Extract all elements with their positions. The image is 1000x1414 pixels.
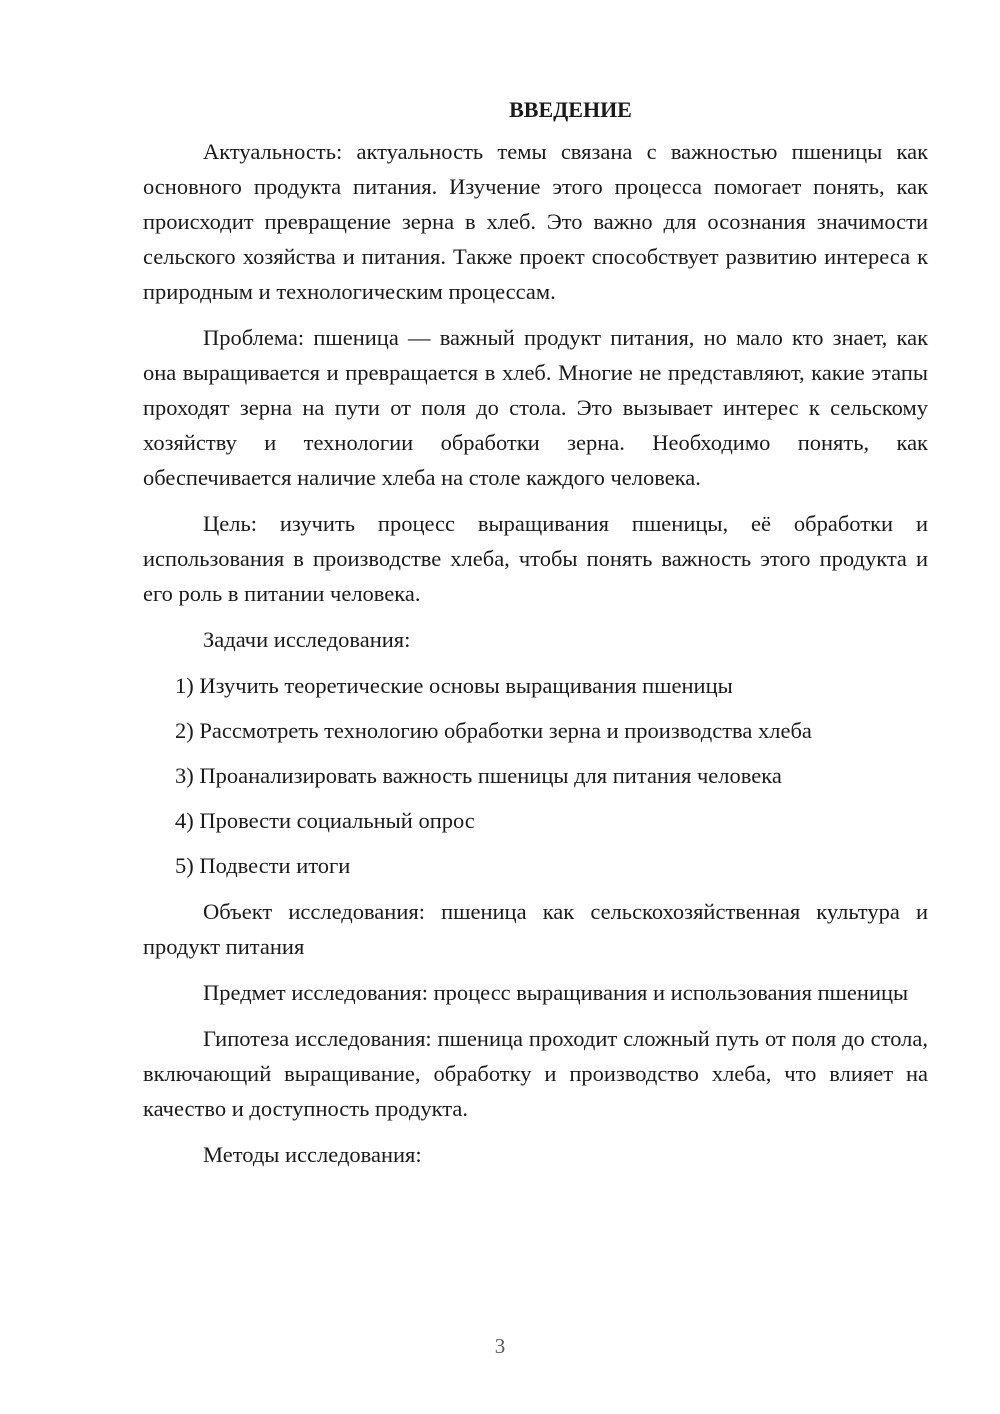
paragraph-problem: Проблема: пшеница — важный продукт питания, но мало кто знает, как она выращивается и превращается в хлеб. Многие не представляют, какие этапы проходят зерна на пути от поля до стола. Это вызывает интерес к сельскому хозяйству и технологии обработки зерна. Необходимо понять, как обеспечивается наличие хлеба на столе каждого человека. xyxy=(143,325,928,490)
paragraph-object: Объект исследования: пшеница как сельскохозяйственная культура и продукт питания xyxy=(143,899,928,959)
list-item: 3) Проанализировать важность пшеницы для питания человека xyxy=(175,763,782,788)
paragraph-relevance: Актуальность: актуальность темы связана с важностью пшеницы как основного продукта питания. Изучение этого процесса помогает понять, как происходит превращение зерна в хлеб. Это важно для осознания значимости сельского хозяйства и питания. Также проект способствует развитию интереса к природным и технологическим процессам. xyxy=(143,139,928,304)
list-item: 1) Изучить теоретические основы выращивания пшеницы xyxy=(175,673,733,698)
paragraph-subject: Предмет исследования: процесс выращивания и использования пшеницы xyxy=(203,980,909,1005)
paragraph-methods: Методы исследования: xyxy=(203,1142,422,1167)
section-title: ВВЕДЕНИЕ xyxy=(509,97,632,122)
paragraph-tasks-heading: Задачи исследования: xyxy=(203,627,411,652)
list-item: 2) Рассмотреть технологию обработки зерна и производства хлеба xyxy=(175,718,812,743)
list-item: 5) Подвести итоги xyxy=(175,853,351,878)
list-item: 4) Провести социальный опрос xyxy=(175,808,475,833)
tasks-list xyxy=(143,668,928,883)
paragraph-goal: Цель: изучить процесс выращивания пшеницы, её обработки и использования в производстве хлеба, чтобы понять важность этого продукта и его роль в питании человека. xyxy=(143,511,928,606)
page-number: 3 xyxy=(494,1334,506,1358)
paragraph-hypothesis: Гипотеза исследования: пшеница проходит сложный путь от поля до стола, включающий выращивание, обработку и производство хлеба, что влияет на качество и доступность продукта. xyxy=(143,1026,928,1121)
document-page xyxy=(143,92,928,1183)
